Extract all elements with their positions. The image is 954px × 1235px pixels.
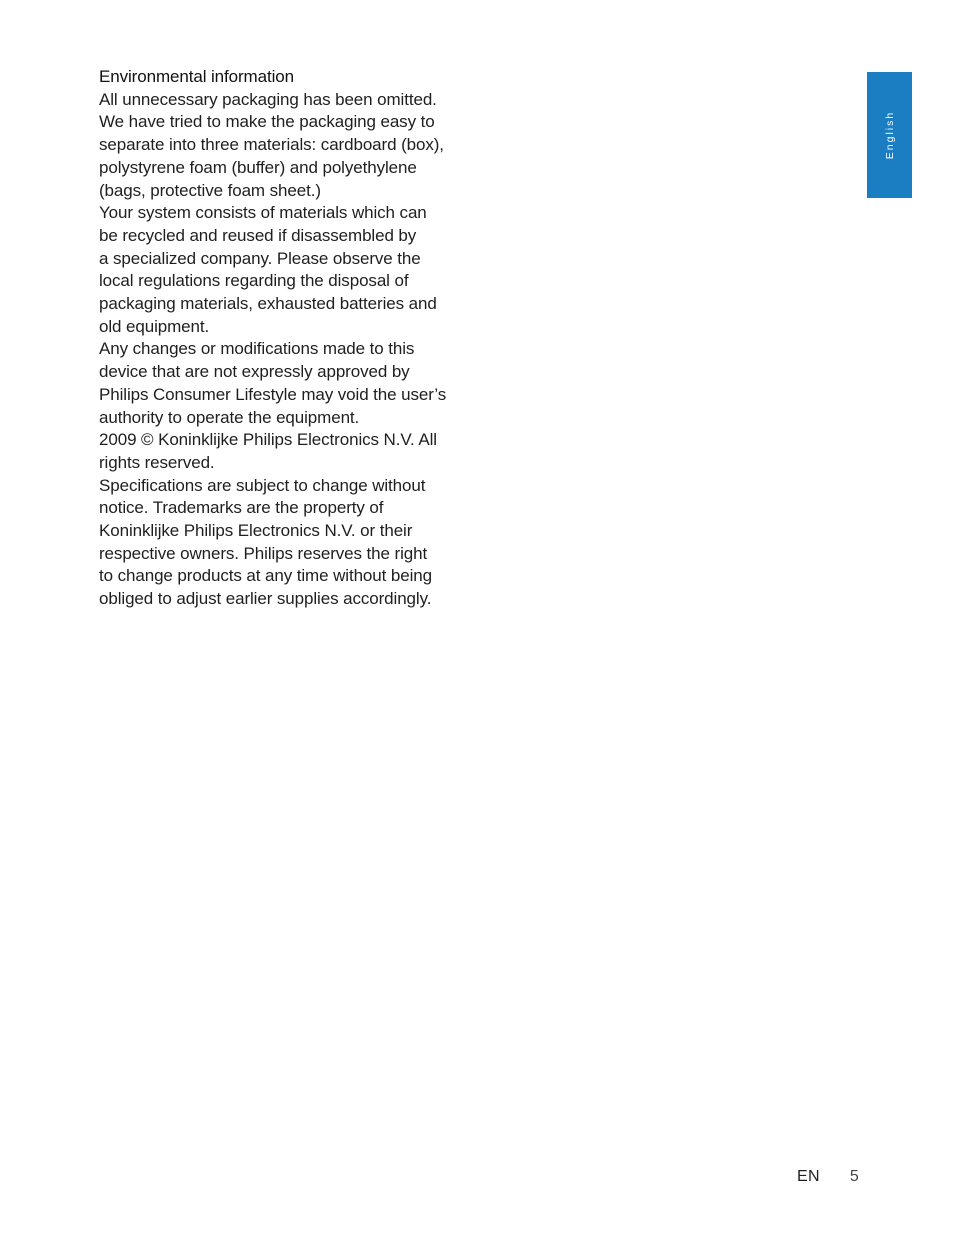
paragraph-specifications: Specifications are subject to change without notice. Trademarks are the property of Koninklijke Philips Electronics N.V. or their respective owners. Philips reserves the right to change products at any time without being obliged to adjust earlier supplies accordingly.	[99, 475, 432, 609]
footer-language-code: EN	[797, 1168, 820, 1185]
document-body	[99, 66, 471, 611]
paragraph-packaging: All unnecessary packaging has been omitted. We have tried to make the packaging easy to separate into three materials: cardboard (box), polystyrene foam (buffer) and polyethylene (bags, protective foam sheet.)	[99, 89, 444, 200]
paragraph-modifications: Any changes or modifications made to this device that are not expressly approved by Philips Consumer Lifestyle may void the user’s authority to operate the equipment.	[99, 339, 447, 427]
paragraph-recycling: Your system consists of materials which can be recycled and reused if disassembled by a specialized company. Please observe the local regulations regarding the disposal of packaging materials, exhausted batteries and old equipment.	[99, 203, 437, 336]
page-number: 5	[849, 1168, 859, 1185]
language-side-tab	[867, 72, 912, 198]
language-tab-label: English	[883, 110, 896, 160]
page-footer	[797, 1168, 859, 1186]
paragraph-copyright: 2009 © Koninklijke Philips Electronics N.V. All rights reserved.	[99, 430, 437, 472]
section-heading: Environmental information	[99, 67, 294, 86]
